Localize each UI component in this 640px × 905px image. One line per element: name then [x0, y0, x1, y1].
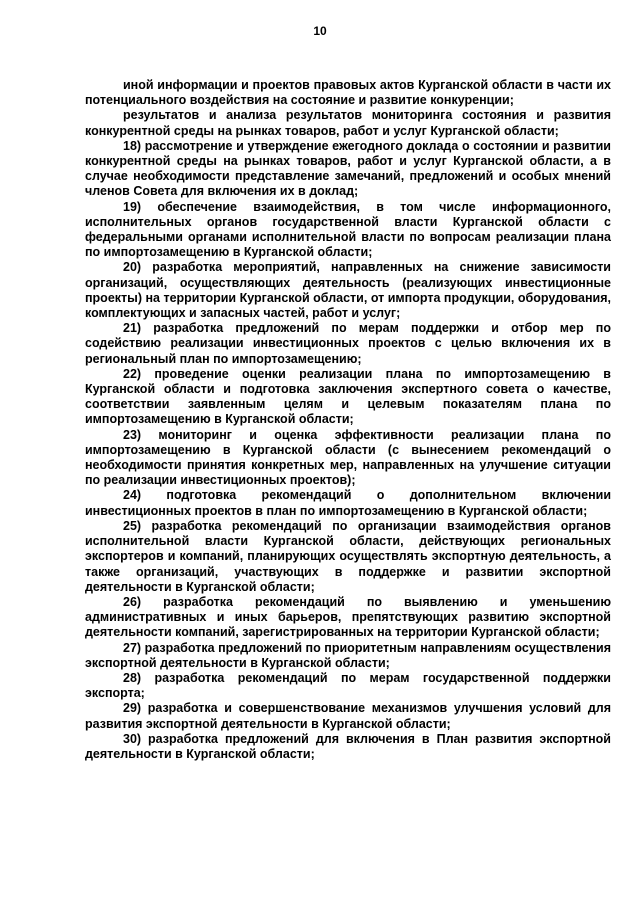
paragraph-item-24: 24) подготовка рекомендаций о дополнительном включении инвестиционных проектов в план по импортозамещению в Курганской области; [85, 488, 611, 518]
paragraph-item-21: 21) разработка предложений по мерам поддержки и отбор мер по содействию реализации инвестиционных проектов с целью включения их в региональный план по импортозамещению; [85, 321, 611, 366]
paragraph-item-19: 19) обеспечение взаимодействия, в том числе информационного, исполнительных органов государственной власти Курганской области с федеральными органами исполнительной власти по вопросам реализации плана по импортозамещению в Курганской области; [85, 199, 611, 260]
page-number: 10 [313, 24, 327, 38]
paragraph-item-18: 18) рассмотрение и утверждение ежегодного доклада о состоянии и развитии конкурентной среды на рынках товаров, работ и услуг Курганской области, а в случае необходимости представление замечаний, предложений и особых мнений членов Совета для включения их в доклад; [85, 138, 611, 199]
paragraph-item-26: 26) разработка рекомендаций по выявлению и уменьшению административных и иных барьеров, препятствующих развитию экспортной деятельности компаний, зарегистрированных на территории Курганской области; [85, 594, 611, 640]
paragraph-item-22: 22) проведение оценки реализации плана по импортозамещению в Курганской области и подготовка заключения экспертного совета о качестве, соответствии заявленным целям и целевым показателям плана по импортозамещению в Курганской области; [85, 366, 611, 427]
paragraph-item-30: 30) разработка предложений для включения в План развития экспортной деятельности в Курганской области; [85, 731, 611, 761]
document-body [85, 78, 611, 762]
paragraph-item-29: 29) разработка и совершенствование механизмов улучшения условий для развития экспортной деятельности в Курганской области; [85, 701, 611, 731]
paragraph-item-20: 20) разработка мероприятий, направленных на снижение зависимости организаций, осуществляющих деятельность (реализующих инвестиционные проекты) на территории Курганской области, от импорта продукции, оборудования, комплектующих и запасных частей, работ и услуг; [85, 260, 611, 321]
paragraph-item-23: 23) мониторинг и оценка эффективности реализации плана по импортозамещению в Курганской области (с вынесением рекомендаций о необходимости принятия конкретных мер, направленных на улучшение ситуации по реализации инвестиционных проектов); [85, 427, 611, 488]
paragraph-item-28: 28) разработка рекомендаций по мерам государственной поддержки экспорта; [85, 670, 611, 701]
paragraph-item-25: 25) разработка рекомендаций по организации взаимодействия органов исполнительной власти Курганской области, действующих региональных экспортеров и компаний, планирующих осуществлять экспортную деятельность, а также организаций, участвующих в поддержке и развитии экспортной деятельности в Курганской области; [85, 518, 611, 594]
paragraph-item-27: 27) разработка предложений по приоритетным направлениям осуществления экспортной деятельности в Курганской области; [85, 640, 611, 670]
paragraph-info-projects: иной информации и проектов правовых актов Курганской области в части их потенциального воздействия на состояние и развитие конкуренции; [85, 78, 611, 108]
paragraph-monitoring-results: результатов и анализа результатов мониторинга состояния и развития конкурентной среды на рынках товаров, работ и услуг Курганской области; [85, 108, 611, 138]
